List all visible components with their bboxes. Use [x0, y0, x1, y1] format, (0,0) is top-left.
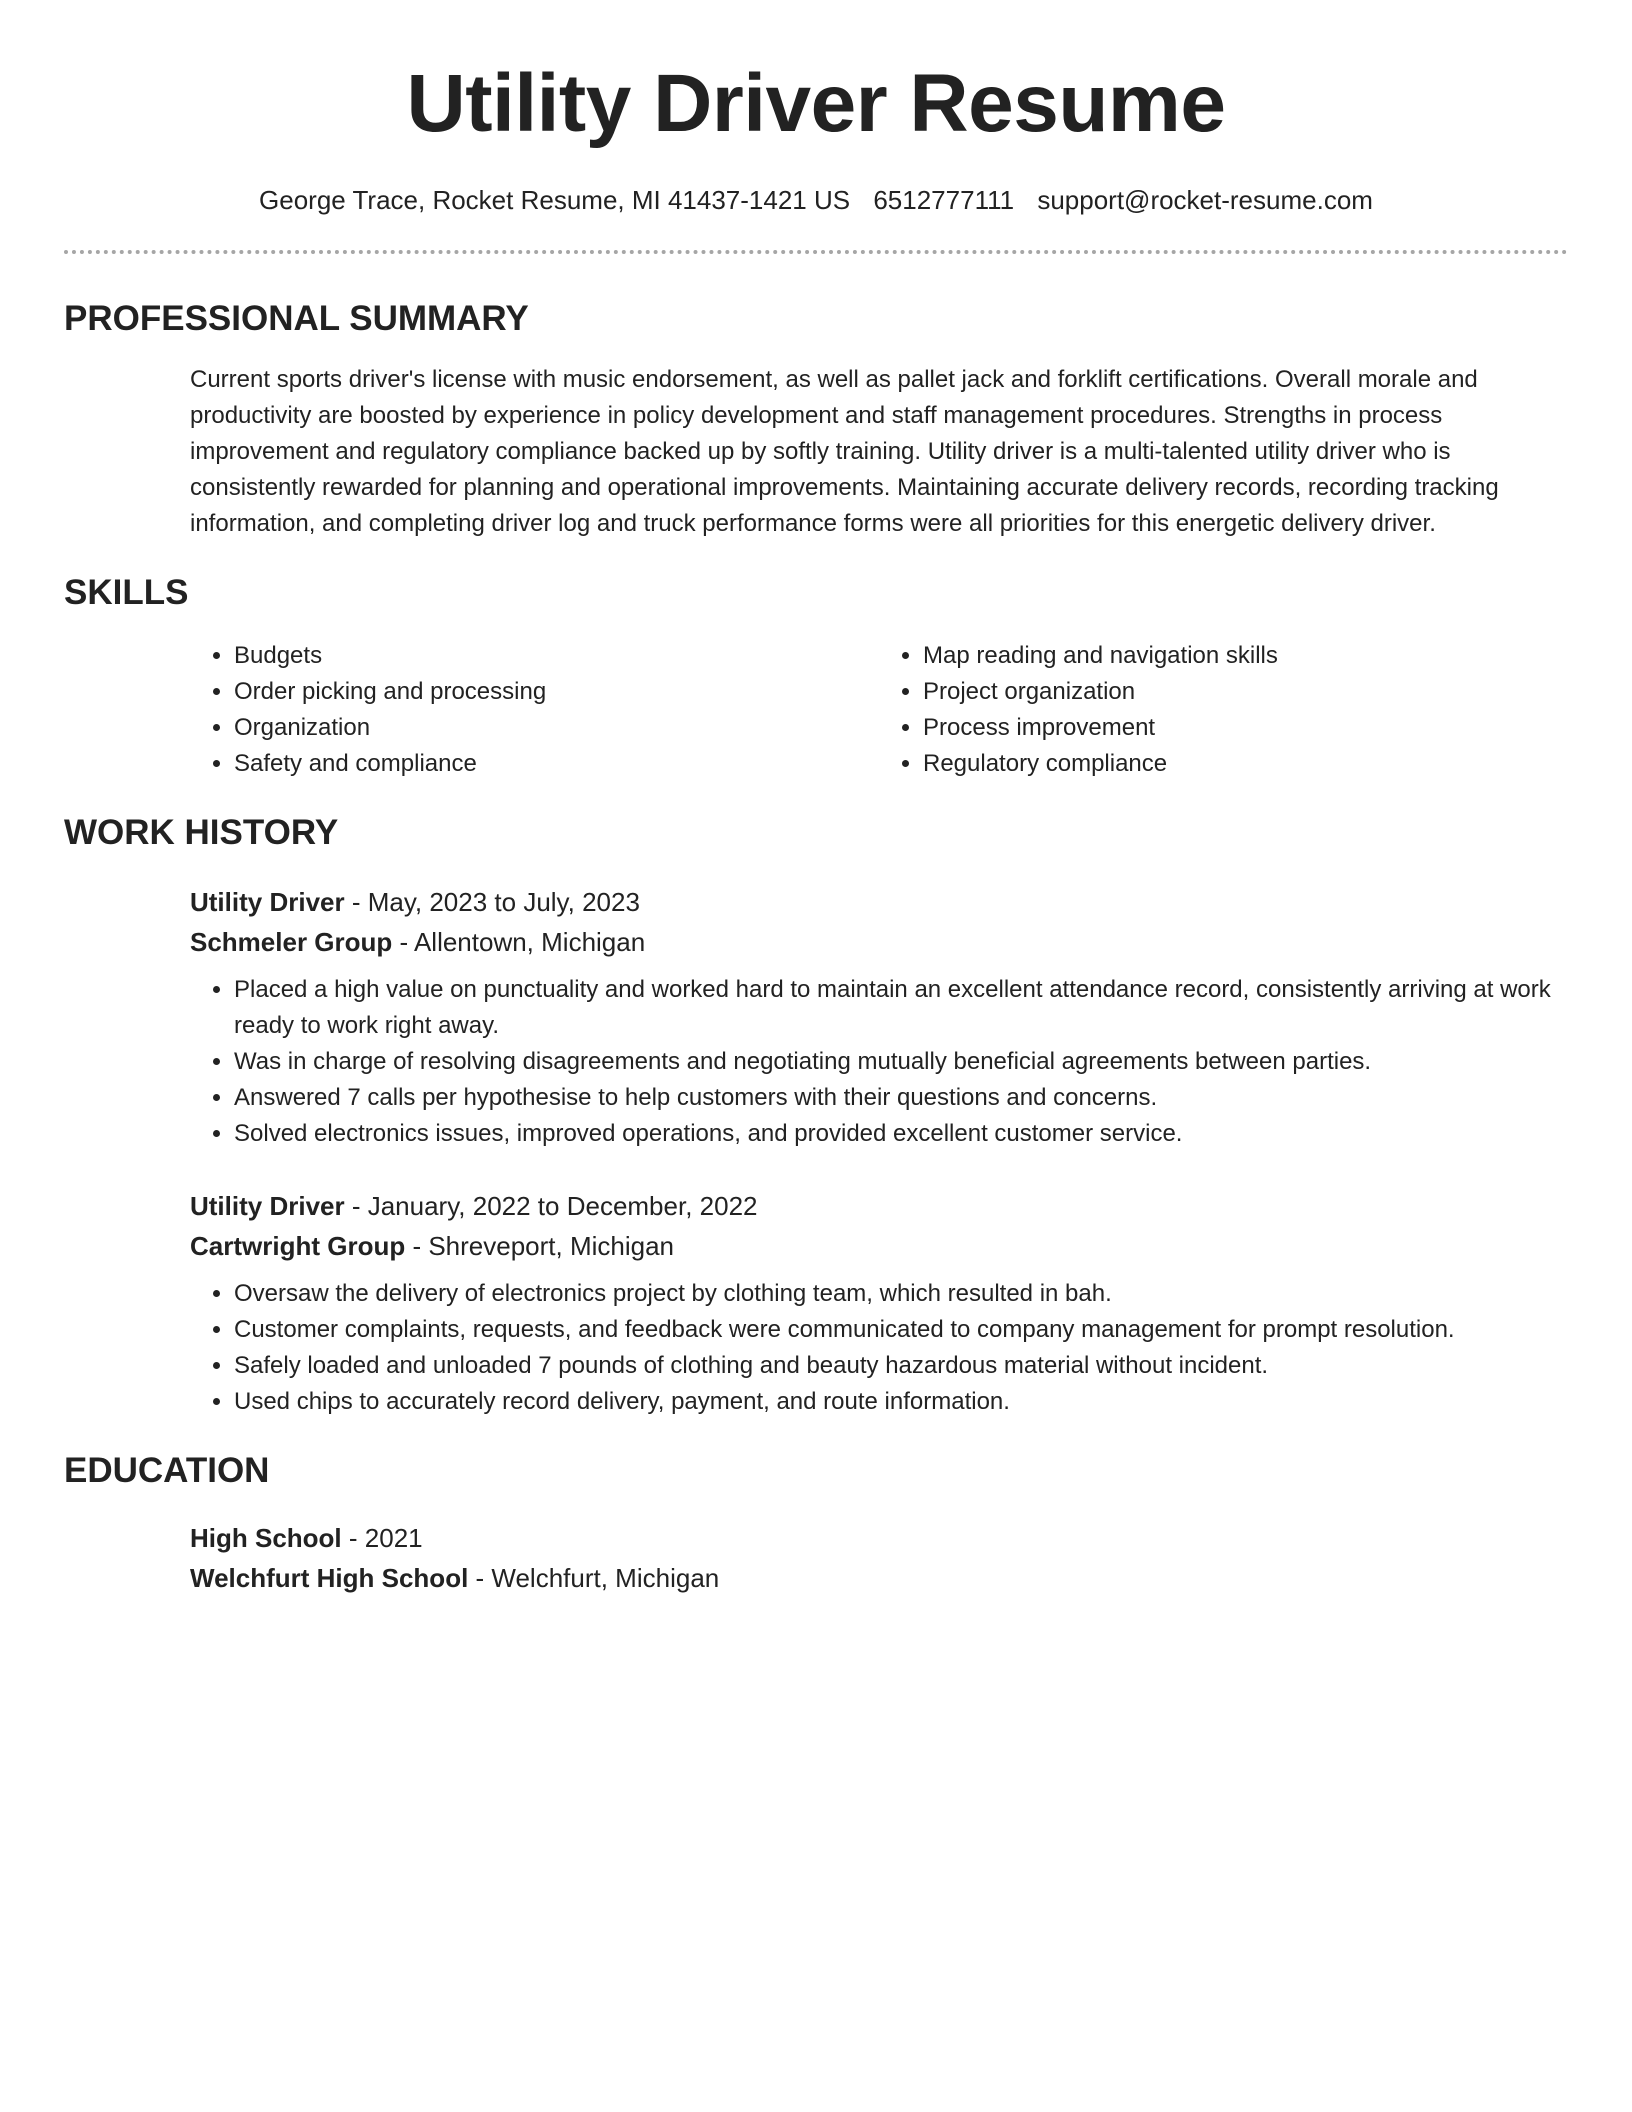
job-entry: [190, 882, 1568, 1152]
education-degree-line: [190, 1518, 1568, 1558]
job-entry: [190, 1186, 1568, 1420]
job-duty: • Placed a high value on punctuality and worked hard to maintain an excellent attendance record, consistently arriving at work ready to work right away.: [234, 972, 1568, 1044]
work-history-heading: WORK HISTORY: [64, 813, 339, 852]
resume-title: Utility Driver Resume: [406, 58, 1226, 149]
education-location: - Welchfurt, Michigan: [468, 1563, 720, 1593]
skills-column-right: [879, 638, 1568, 782]
job-duty: • Solved electronics issues, improved operations, and provided excellent customer service.: [234, 1116, 1568, 1152]
job-duties: [190, 972, 1568, 1152]
job-company: Cartwright Group: [190, 1231, 406, 1261]
skill-item: • Process improvement: [923, 710, 1568, 746]
job-dates: - May, 2023 to July, 2023: [344, 887, 640, 917]
skill-item: • Project organization: [923, 674, 1568, 710]
job-location: - Shreveport, Michigan: [405, 1231, 675, 1261]
skills-column-left: [190, 638, 879, 782]
job-duty: • Oversaw the delivery of electronics project by clothing team, which resulted in bah.: [234, 1276, 1568, 1312]
job-title-line: [190, 1186, 1568, 1226]
job-duty: • Customer complaints, requests, and feedback were communicated to company management for prompt resolution.: [234, 1312, 1568, 1348]
skill-item: • Map reading and navigation skills: [923, 638, 1568, 674]
summary-text: Current sports driver's license with music endorsement, as well as pallet jack and forklift certifications. Overall morale and productivity are boosted by experience in policy development and staff management procedures. Strengths in process improvement and regulatory compliance backed up by softly training. Utility driver is a multi-talented utility driver who is consistently rewarded for planning and operational improvements. Maintaining accurate delivery records, recording tracking information, and completing driver log and truck performance forms were all priorities for this energetic delivery driver.: [190, 366, 1499, 537]
skill-item: • Regulatory compliance: [923, 746, 1568, 782]
contact-line: [64, 184, 1568, 216]
skill-item: • Order picking and processing: [234, 674, 879, 710]
skill-item: • Organization: [234, 710, 879, 746]
education-school-line: [190, 1558, 1568, 1598]
job-company-line: [190, 922, 1568, 962]
job-company: Schmeler Group: [190, 927, 393, 957]
job-company-line: [190, 1226, 1568, 1266]
education-degree: High School: [190, 1523, 342, 1553]
skills-heading: SKILLS: [64, 573, 189, 612]
skills-list: [190, 638, 1568, 782]
skill-item: • Safety and compliance: [234, 746, 879, 782]
contact-email: support@rocket-resume.com: [1037, 185, 1373, 215]
job-duty: • Answered 7 calls per hypothesise to help customers with their questions and concerns.: [234, 1080, 1568, 1116]
job-duty: • Safely loaded and unloaded 7 pounds of clothing and beauty hazardous material without incident.: [234, 1348, 1568, 1384]
job-title: Utility Driver: [190, 1191, 345, 1221]
education-year: - 2021: [341, 1523, 423, 1553]
contact-address: George Trace, Rocket Resume, MI 41437-1421 US: [259, 185, 851, 215]
job-dates: - January, 2022 to December, 2022: [344, 1191, 758, 1221]
job-title-line: [190, 882, 1568, 922]
job-duty: • Was in charge of resolving disagreements and negotiating mutually beneficial agreements between parties.: [234, 1044, 1568, 1080]
job-title: Utility Driver: [190, 887, 345, 917]
education-school: Welchfurt High School: [190, 1563, 469, 1593]
job-duties: [190, 1276, 1568, 1420]
header-divider: [64, 250, 1568, 254]
job-location: - Allentown, Michigan: [392, 927, 646, 957]
job-duty: • Used chips to accurately record delivery, payment, and route information.: [234, 1384, 1568, 1420]
skill-item: • Budgets: [234, 638, 879, 674]
contact-phone: 6512777111: [873, 185, 1015, 215]
summary-heading: PROFESSIONAL SUMMARY: [64, 299, 529, 338]
education-entry: [190, 1518, 1568, 1598]
education-heading: EDUCATION: [64, 1451, 270, 1490]
